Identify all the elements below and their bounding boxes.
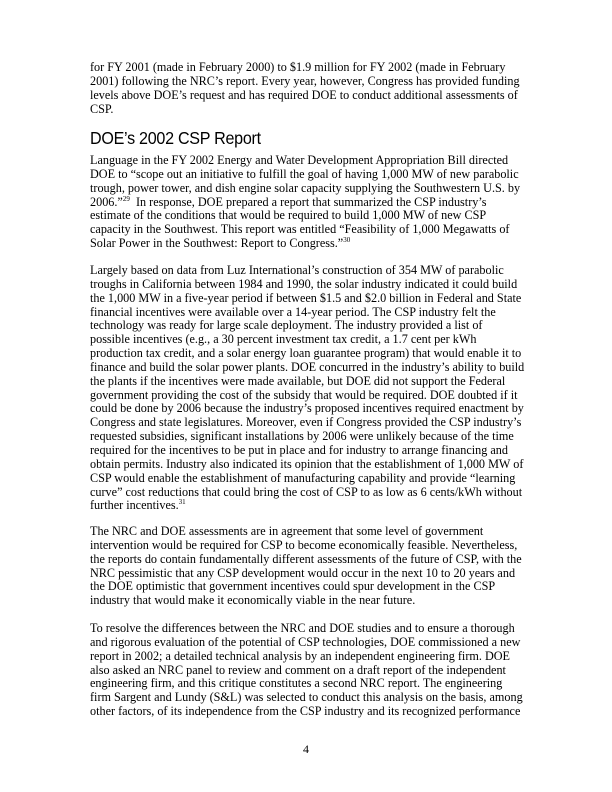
footnote-ref-30: 30	[343, 236, 351, 245]
text-line: intervention would be required for CSP to become economically feasible. Nevertheless,	[90, 537, 518, 552]
text-line: Language in the FY 2002 Energy and Water Development Appropriation Bill directed	[90, 153, 509, 167]
text-line: for FY 2001 (made in February 2000) to $1.9 million for FY 2002 (made in February	[90, 60, 506, 74]
text-line: the 1,000 MW in a five-year period if between $1.5 and $2.0 billion in Federal and State	[90, 290, 522, 305]
text-line: 2001) following the NRC’s report. Every year, however, Congress has provided funding	[90, 73, 520, 88]
text-line: possible incentives (e.g., a 30 percent investment tax credit, a 1.7 cent per kWh	[90, 332, 477, 347]
text-segment: In response, DOE prepared a report that summarized the CSP industry’s	[129, 194, 487, 209]
text-line: financial incentives were available over a 14-year period. The CSP industry felt the	[90, 304, 496, 319]
paragraph-resolve-differences	[90, 622, 530, 719]
text-line: Congress and state legislatures. Moreover, even if Congress provided the CSP industry’s	[90, 415, 522, 430]
text-line: levels above DOE’s request and has required DOE to conduct additional assessments of	[90, 87, 518, 102]
footnote-ref-31: 31	[178, 498, 186, 507]
text-line: capacity in the Southwest. This report was entitled “Feasibility of 1,000 Megawatts of	[90, 222, 510, 237]
intro-paragraph	[90, 61, 530, 116]
section-heading: DOE’s 2002 CSP Report	[90, 128, 261, 148]
text-line: troughs in California between 1984 and 1990, the solar industry indicated it could build	[90, 276, 518, 291]
paragraph-industry-estimate	[90, 264, 530, 513]
text-line: CSP would enable the establishment of manufacturing capability and provide “learning	[90, 470, 516, 485]
text-line: estimate of the conditions that would be required to build 1,000 MW of new CSP	[90, 208, 487, 223]
text-line: DOE to “scope out an initiative to fulfill the goal of having 1,000 MW of new parabolic	[90, 166, 519, 181]
text-line: Largely based on data from Luz International’s construction of 354 MW of parabolic	[90, 263, 504, 277]
text-line: To resolve the differences between the NRC and DOE studies and to ensure a thorough	[90, 621, 515, 635]
text-line: report in 2002; a detailed technical analysis by an independent engineering firm. DOE	[90, 648, 510, 663]
text-line	[90, 196, 530, 210]
text-line: and rigorous evaluation of the potential of CSP technologies, DOE commissioned a new	[90, 634, 521, 649]
page-number: 4	[303, 742, 309, 756]
text-segment: 2006.”	[90, 194, 123, 209]
text-line: technology was ready for large scale deployment. The industry provided a list of	[90, 318, 483, 333]
text-line: The NRC and DOE assessments are in agreement that some level of government	[90, 524, 484, 538]
text-line: obtain permits. Industry also indicated its opinion that the establishment of 1,000 MW of	[90, 456, 524, 471]
paragraph-assessments-agreement	[90, 525, 530, 608]
text-line: also asked an NRC panel to review and comment on a draft report of the independent	[90, 662, 506, 677]
text-line: production tax credit, and a solar energy loan guarantee program) that would enable it to	[90, 346, 522, 361]
text-line: the plants if the incentives were made available, but DOE did not support the Federal	[90, 373, 506, 388]
text-line: trough, power tower, and dish engine solar capacity supplying the Southwestern U.S. by	[90, 180, 521, 195]
text-line: engineering firm, and this critique constitutes a second NRC report. The engineering	[90, 676, 503, 691]
text-line: could be done by 2006 because the industry’s proposed incentives required enactment by	[90, 401, 524, 416]
text-line: finance and build the solar power plants. DOE concurred in the industry’s ability to build	[90, 359, 525, 374]
text-line: industry that would make it economically viable in the near future.	[90, 593, 416, 608]
text-segment: Solar Power in the Southwest: Report to Congress.”	[90, 236, 344, 251]
paragraph-feasibility-report	[90, 154, 530, 251]
text-line: other factors, of its independence from the CSP industry and its recognized performance	[90, 704, 521, 719]
text-line: NRC pessimistic that any CSP development would occur in the next 10 to 20 years and	[90, 565, 516, 580]
text-line: required for the incentives to be put in place and for industry to arrange financing and	[90, 442, 508, 457]
text-line: requested subsidies, significant installations by 2006 were unlikely because of the time	[90, 429, 514, 444]
text-segment: further incentives.	[90, 498, 179, 513]
text-line	[90, 237, 530, 251]
text-line: the reports do contain fundamentally different assessments of the future of CSP, with the	[90, 551, 522, 566]
text-line: firm Sargent and Lundy (S&L) was selected to conduct this analysis on the basis, among	[90, 690, 523, 705]
text-line: government providing the cost of the subsidy that would be required. DOE doubted if it	[90, 387, 518, 402]
text-line: CSP.	[90, 101, 114, 116]
text-line: curve” cost reductions that could bring the cost of CSP to as low as 6 cents/kWh without	[90, 484, 523, 499]
text-line: the DOE optimistic that government incentives could spur development in the CSP	[90, 579, 496, 594]
footnote-ref-29: 29	[122, 194, 130, 203]
text-line	[90, 499, 530, 513]
